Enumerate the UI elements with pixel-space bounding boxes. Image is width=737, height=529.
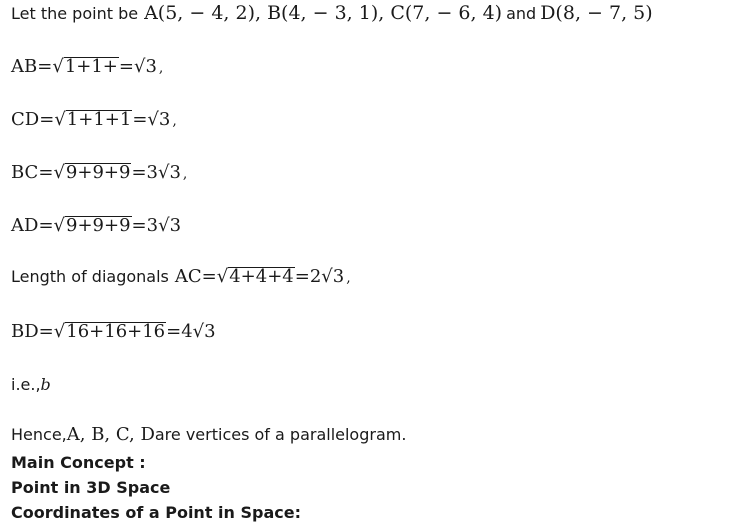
points-abc: A(5, − 4, 2), B(4, − 3, 1), C(7, − 6, 4)	[144, 2, 503, 24]
ad-lhs: AD	[11, 215, 39, 236]
bd-eq1: =	[38, 321, 54, 342]
ie-text: i.e.,	[11, 375, 41, 394]
bc-result: 3√3	[146, 162, 181, 183]
main-concept-heading	[11, 453, 146, 472]
point-d: D(8, − 7, 5)	[540, 2, 653, 24]
cd-eq2: =	[132, 109, 148, 130]
conclusion-line	[11, 424, 406, 445]
equation-ad	[11, 215, 181, 236]
ac-eq1: =	[201, 266, 217, 287]
ab-lhs: AB	[11, 56, 38, 77]
and-text: and	[506, 4, 537, 23]
point-3d-text: Point in 3D Space	[11, 478, 171, 497]
bc-comma: ,	[182, 166, 188, 182]
bd-sqrt-sign: √	[53, 321, 66, 342]
ac-lhs: AC	[174, 266, 202, 287]
ab-sqrt-sign: √	[52, 56, 64, 77]
bd-eq2: =	[166, 321, 182, 342]
diagonals-line	[11, 266, 351, 287]
cd-sqrt-sign: √	[54, 109, 66, 130]
bd-lhs: BD	[11, 321, 39, 342]
coordinates-heading	[11, 503, 301, 522]
equation-bc	[11, 162, 187, 183]
ab-eq1: =	[37, 56, 53, 77]
bc-eq2: =	[131, 162, 147, 183]
ac-result: 2√3	[309, 266, 345, 287]
intro-text: Let the point be	[11, 4, 139, 23]
ac-radicand: 4+4+4	[229, 266, 294, 287]
hence-prefix: Hence,	[11, 425, 67, 444]
bc-radicand: 9+9+9	[65, 162, 131, 183]
cd-result: √3	[147, 109, 171, 130]
intro-line	[11, 2, 653, 24]
cd-comma: ,	[172, 113, 177, 129]
ad-sqrt-sign: √	[53, 215, 66, 236]
ac-sqrt-sign: √	[216, 266, 229, 287]
diagonals-text: Length of diagonals	[11, 267, 169, 286]
point-3d-heading	[11, 478, 170, 497]
ad-radicand: 9+9+9	[66, 215, 131, 236]
ab-radicand: 1+1+	[64, 56, 118, 77]
ab-comma: ,	[158, 60, 164, 76]
vertices-list: A, B, C, D	[66, 424, 155, 445]
cd-lhs: CD	[11, 109, 40, 130]
ie-value: b	[40, 375, 51, 394]
cd-eq1: =	[39, 109, 55, 130]
ab-eq2: =	[118, 56, 134, 77]
hence-suffix: are vertices of a parallelogram.	[154, 425, 407, 444]
bd-result: 4√3	[181, 321, 216, 342]
ac-eq2: =	[294, 266, 310, 287]
bc-lhs: BC	[11, 162, 39, 183]
equation-cd	[11, 109, 177, 130]
ad-eq2: =	[131, 215, 147, 236]
bc-sqrt-sign: √	[53, 162, 65, 183]
equation-bd	[11, 321, 216, 342]
ad-result: 3√3	[146, 215, 182, 236]
bc-eq1: =	[38, 162, 54, 183]
ie-line	[11, 375, 51, 394]
cd-radicand: 1+1+1	[66, 109, 132, 130]
ad-eq1: =	[38, 215, 54, 236]
ac-comma: ,	[346, 270, 351, 286]
equation-ab	[11, 56, 163, 77]
main-concept-text: Main Concept :	[11, 453, 146, 472]
bd-radicand: 16+16+16	[66, 321, 166, 342]
coordinates-text: Coordinates of a Point in Space:	[11, 503, 301, 522]
ab-result: √3	[133, 56, 157, 77]
